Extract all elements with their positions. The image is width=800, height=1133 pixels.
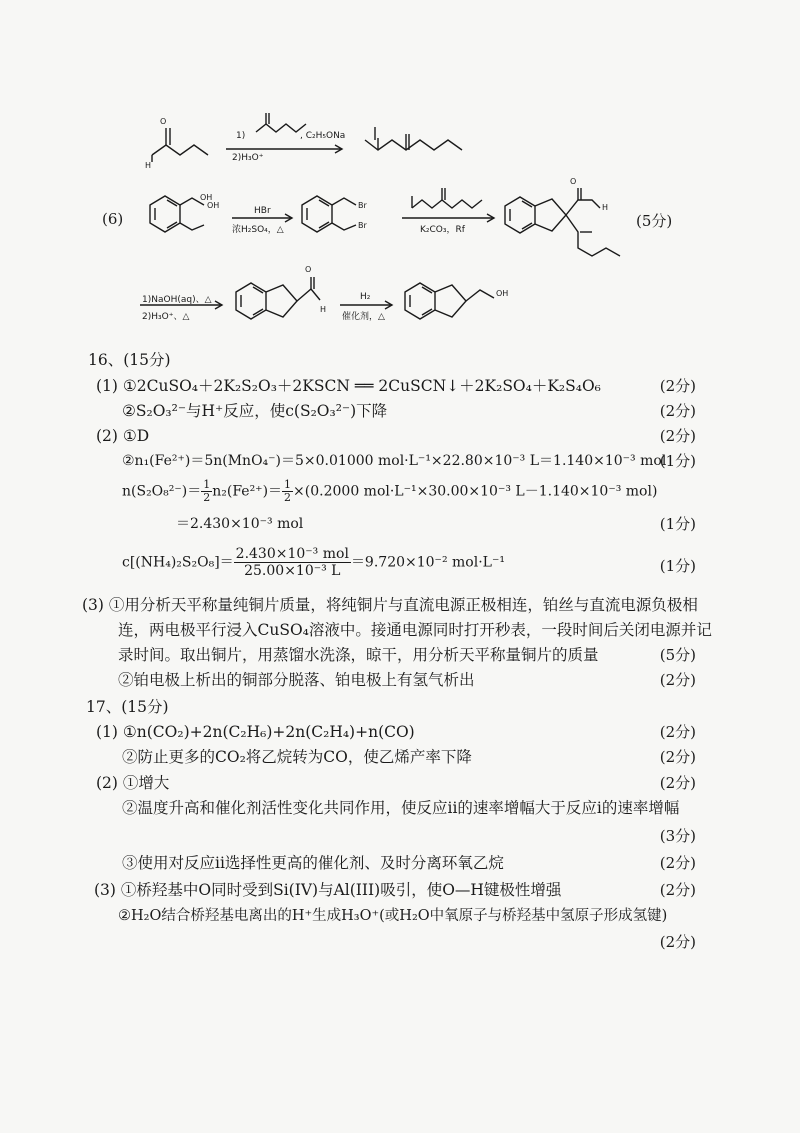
svg-text:OH: OH [207,201,220,210]
q17-p2-3: ③使用对反应ii选择性更高的催化剂、及时分离环氧乙烷 [122,854,504,872]
q16-p2-3b: n₂(Fe²⁺)＝ [212,483,283,500]
q16-p2-3c: ×(0.2000 mol·L⁻¹×30.00×10⁻³ L－1.140×10⁻³ mol) [293,483,658,500]
question-part-label: (6) [102,210,124,228]
svg-text:H: H [602,203,609,212]
q16-p2-1: (2) ①D [96,427,150,445]
row2-step1-top: HBr [254,206,271,216]
row2-points: (5分) [636,212,673,230]
q17-p1-1: (1) ①n(CO₂)+2n(C₂H₆)+2n(C₂H₄)+n(CO) [96,723,415,741]
q16-p3-4-points: (2分) [659,671,696,689]
fraction-denominator: 2 [284,491,292,504]
q17-p2-1-points: (2分) [659,774,696,792]
q17-p2-1: (2) ①增大 [96,774,170,792]
q17-p2-3-points: (2分) [659,854,696,872]
q16-p3-1: (3) ①用分析天平称量纯铜片质量，将纯铜片与直流电源正极相连，铂丝与直流电源负极相 [82,596,698,614]
q17-p1-1-points: (2分) [659,723,696,741]
svg-text:Br: Br [358,201,367,210]
q16-p2-1-points: (2分) [659,427,696,445]
q17-p3-2: ②H₂O结合桥羟基电离出的H⁺生成H₃O⁺(或H₂O中氧原子与桥羟基中氢原子形成氢键) [118,908,668,924]
q16-p1-1: (1) ①2CuSO₄＋2K₂S₂O₃＋2KSCN ══ 2CuSCN↓＋2K₂SO₄＋K₂S₄O₆ [96,377,601,395]
q16-p2-3 [122,479,657,504]
svg-text:OH: OH [496,289,509,298]
svg-text:O: O [160,117,167,126]
svg-text:O: O [570,177,577,186]
q16-p2-5-points: (1分) [659,557,696,575]
row3-step2-bottom: 催化剂，△ [342,312,385,322]
row1-reagent1b: , C₂H₅ONa [300,131,346,141]
q16-p1-2-points: (2分) [659,402,696,420]
dibromide-structure [302,196,356,232]
svg-text:Br: Br [358,221,367,230]
indane-keto-ester-structure [505,188,620,256]
diol-structure [150,196,204,232]
q16-p2-3a: n(S₂O₈²⁻)＝ [122,483,202,500]
row2-step2-bottom: K₂CO₃，Rf [420,225,465,235]
svg-text:O: O [305,265,312,274]
q16-p3-2: 连，两电极平行浸入CuSO₄溶液中。接通电源同时打开秒表，一段时间后关闭电源并记 [118,621,712,639]
q17-p1-2-points: (2分) [659,748,696,766]
fraction-numerator: 2.430×10⁻³ mol [235,546,349,562]
ethyl-formate-structure [152,128,208,162]
q17-header: 17、(15分) [86,698,169,716]
row3-step1-top: 1)NaOH(aq)、△ [142,295,212,305]
q16-p1-2: ②S₂O₃²⁻与H⁺反应，使c(S₂O₃²⁻)下降 [122,402,388,420]
row2-step1-bottom: 浓H₂SO₄，△ [232,225,284,235]
q16-p1-1-points: (2分) [659,377,696,395]
fraction-numerator: 1 [203,478,211,491]
q16-header: 16、(15分) [88,351,171,369]
fraction-denominator: 2 [203,491,211,504]
fraction-denominator: 25.00×10⁻³ L [244,563,341,579]
row3-step2-top: H₂ [360,292,371,302]
q17-p2-2-points: (3分) [659,827,696,845]
row1-reagent2: 2)H₃O⁺ [232,153,264,163]
q16-p2-4-points: (1分) [659,515,696,533]
q16-p2-5b: ＝9.720×10⁻² mol·L⁻¹ [350,554,505,571]
svg-text:H: H [320,305,327,314]
q16-p2-2-points: (1分) [659,452,696,470]
q16-p3-3-points: (5分) [659,646,696,664]
q16-p2-5 [122,546,505,579]
reaction-scheme [0,0,800,340]
q17-p3-1: (3) ①桥羟基中O同时受到Si(IV)与Al(III)吸引，使O—H键极性增强 [94,881,562,899]
q16-p3-4: ②铂电极上析出的铜部分脱落、铂电极上有氢气析出 [118,671,475,689]
q16-p3-3: 录时间。取出铜片，用蒸馏水洗涤，晾干，用分析天平称量铜片的质量 [118,646,599,664]
q16-p2-4: ＝2.430×10⁻³ mol [176,516,304,532]
fraction-numerator: 1 [284,478,292,491]
q17-p1-2: ②防止更多的CO₂将乙烷转为CO，使乙烯产率下降 [122,748,472,766]
row3-step1-bottom: 2)H₃O⁺、△ [142,312,190,322]
ethyl-formylacetate-structure [365,127,462,150]
svg-text:H: H [145,161,152,170]
q17-p2-2: ②温度升高和催化剂活性变化共同作用，使反应ii的速率增幅大于反应i的速率增幅 [122,799,680,817]
indane-aldehyde-structure [236,277,320,319]
svg-text:OH: OH [200,193,213,202]
row1-reagent1: 1) [236,131,246,141]
q16-p2-5a: c[(NH₄)₂S₂O₈]＝ [122,554,234,571]
q17-p3-2-points: (2分) [659,933,696,951]
q16-p2-2: ②n₁(Fe²⁺)＝5n(MnO₄⁻)＝5×0.01000 mol·L⁻¹×22.80×10⁻³ L＝1.140×10⁻³ mol [122,453,667,469]
indane-methanol-structure [405,283,494,319]
q17-p3-1-points: (2分) [659,881,696,899]
